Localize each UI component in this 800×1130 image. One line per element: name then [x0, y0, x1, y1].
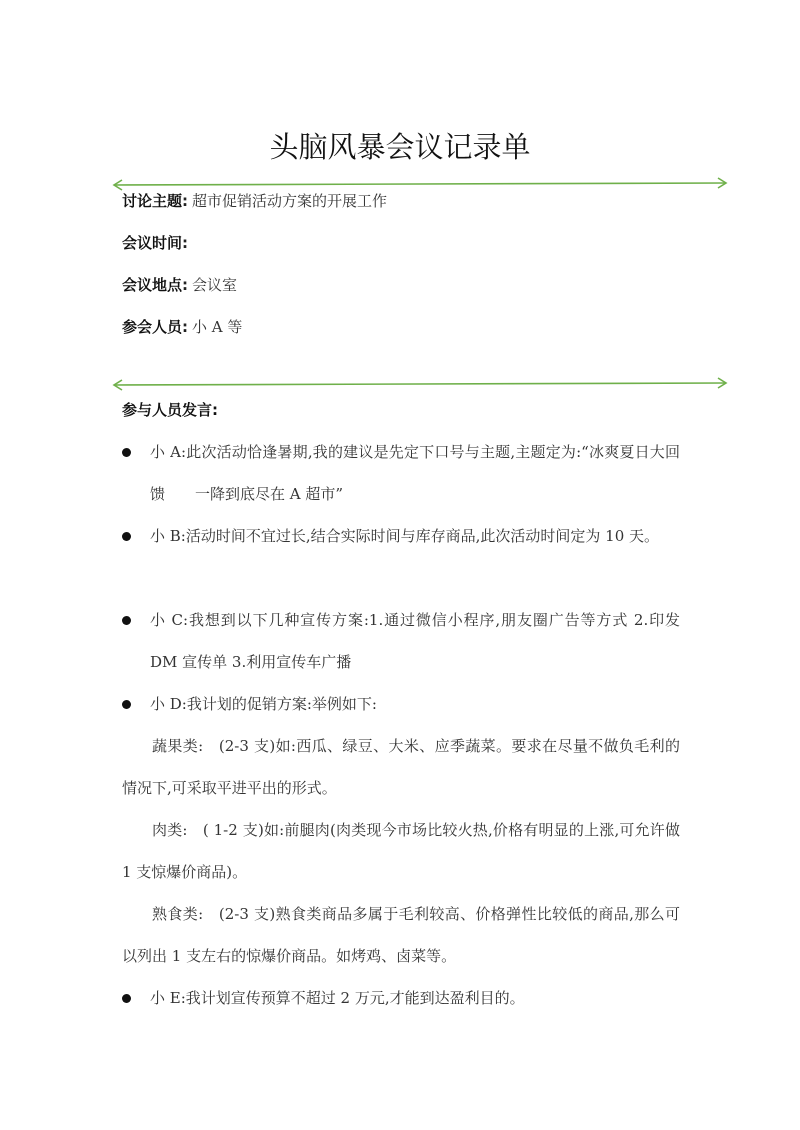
- bullet-icon: [122, 532, 131, 541]
- topic-field: [122, 189, 387, 213]
- attendees-value: 小 A 等: [192, 318, 243, 336]
- bullet-icon: [122, 700, 131, 709]
- time-separator: :: [182, 234, 189, 252]
- double-arrow-divider-bottom: [112, 377, 728, 391]
- speech-item-d: 小 D:我计划的促销方案:举例如下:: [150, 695, 377, 713]
- time-field: [122, 231, 192, 255]
- location-separator: :: [182, 276, 189, 294]
- attendees-label: 参会人员: [122, 318, 183, 336]
- attendees-field: [122, 315, 242, 339]
- location-value: 会议室: [192, 276, 238, 294]
- promo-category-meat: 肉类: ( 1-2 支)如:前腿肉(肉类现今市场比较火热,价格有明显的上涨,可允许做 1 支惊爆价商品)。: [122, 821, 680, 881]
- topic-value: 超市促销活动方案的开展工作: [192, 192, 388, 210]
- bullet-icon: [122, 994, 131, 1003]
- speech-item-e: 小 E:我计划宣传预算不超过 2 万元,才能到达盈利目的。: [150, 989, 525, 1007]
- location-field: [122, 273, 237, 297]
- location-label: 会议地点: [122, 276, 183, 294]
- topic-separator: :: [182, 192, 189, 210]
- promo-category-produce: 蔬果类: (2-3 支)如:西瓜、绿豆、大米、应季蔬菜。要求在尽量不做负毛利的情况下,可采取平进平出的形式。: [122, 737, 680, 797]
- topic-label: 讨论主题: [122, 192, 183, 210]
- speeches-section-label: 参与人员发言:: [122, 401, 218, 419]
- speech-item-b: 小 B:活动时间不宜过长,结合实际时间与库存商品,此次活动时间定为 10 天。: [150, 527, 660, 545]
- speech-item-a: 小 A:此次活动恰逢暑期,我的建议是先定下口号与主题,主题定为:“冰爽夏日大回馈 一降到底尽在 A 超市”: [150, 443, 680, 503]
- bullet-icon: [122, 616, 131, 625]
- speech-item-c: 小 C:我想到以下几种宣传方案:1.通过微信小程序,朋友圈广告等方式 2.印发 DM 宣传单 3.利用宣传车广播: [150, 611, 680, 671]
- bullet-icon: [122, 448, 131, 457]
- attendees-separator: :: [182, 318, 189, 336]
- document-title: 头脑风暴会议记录单: [269, 130, 531, 164]
- time-label: 会议时间: [122, 234, 183, 252]
- promo-category-deli: 熟食类: (2-3 支)熟食类商品多属于毛利较高、价格弹性比较低的商品,那么可以列出 1 支左右的惊爆价商品。如烤鸡、卤菜等。: [122, 905, 680, 965]
